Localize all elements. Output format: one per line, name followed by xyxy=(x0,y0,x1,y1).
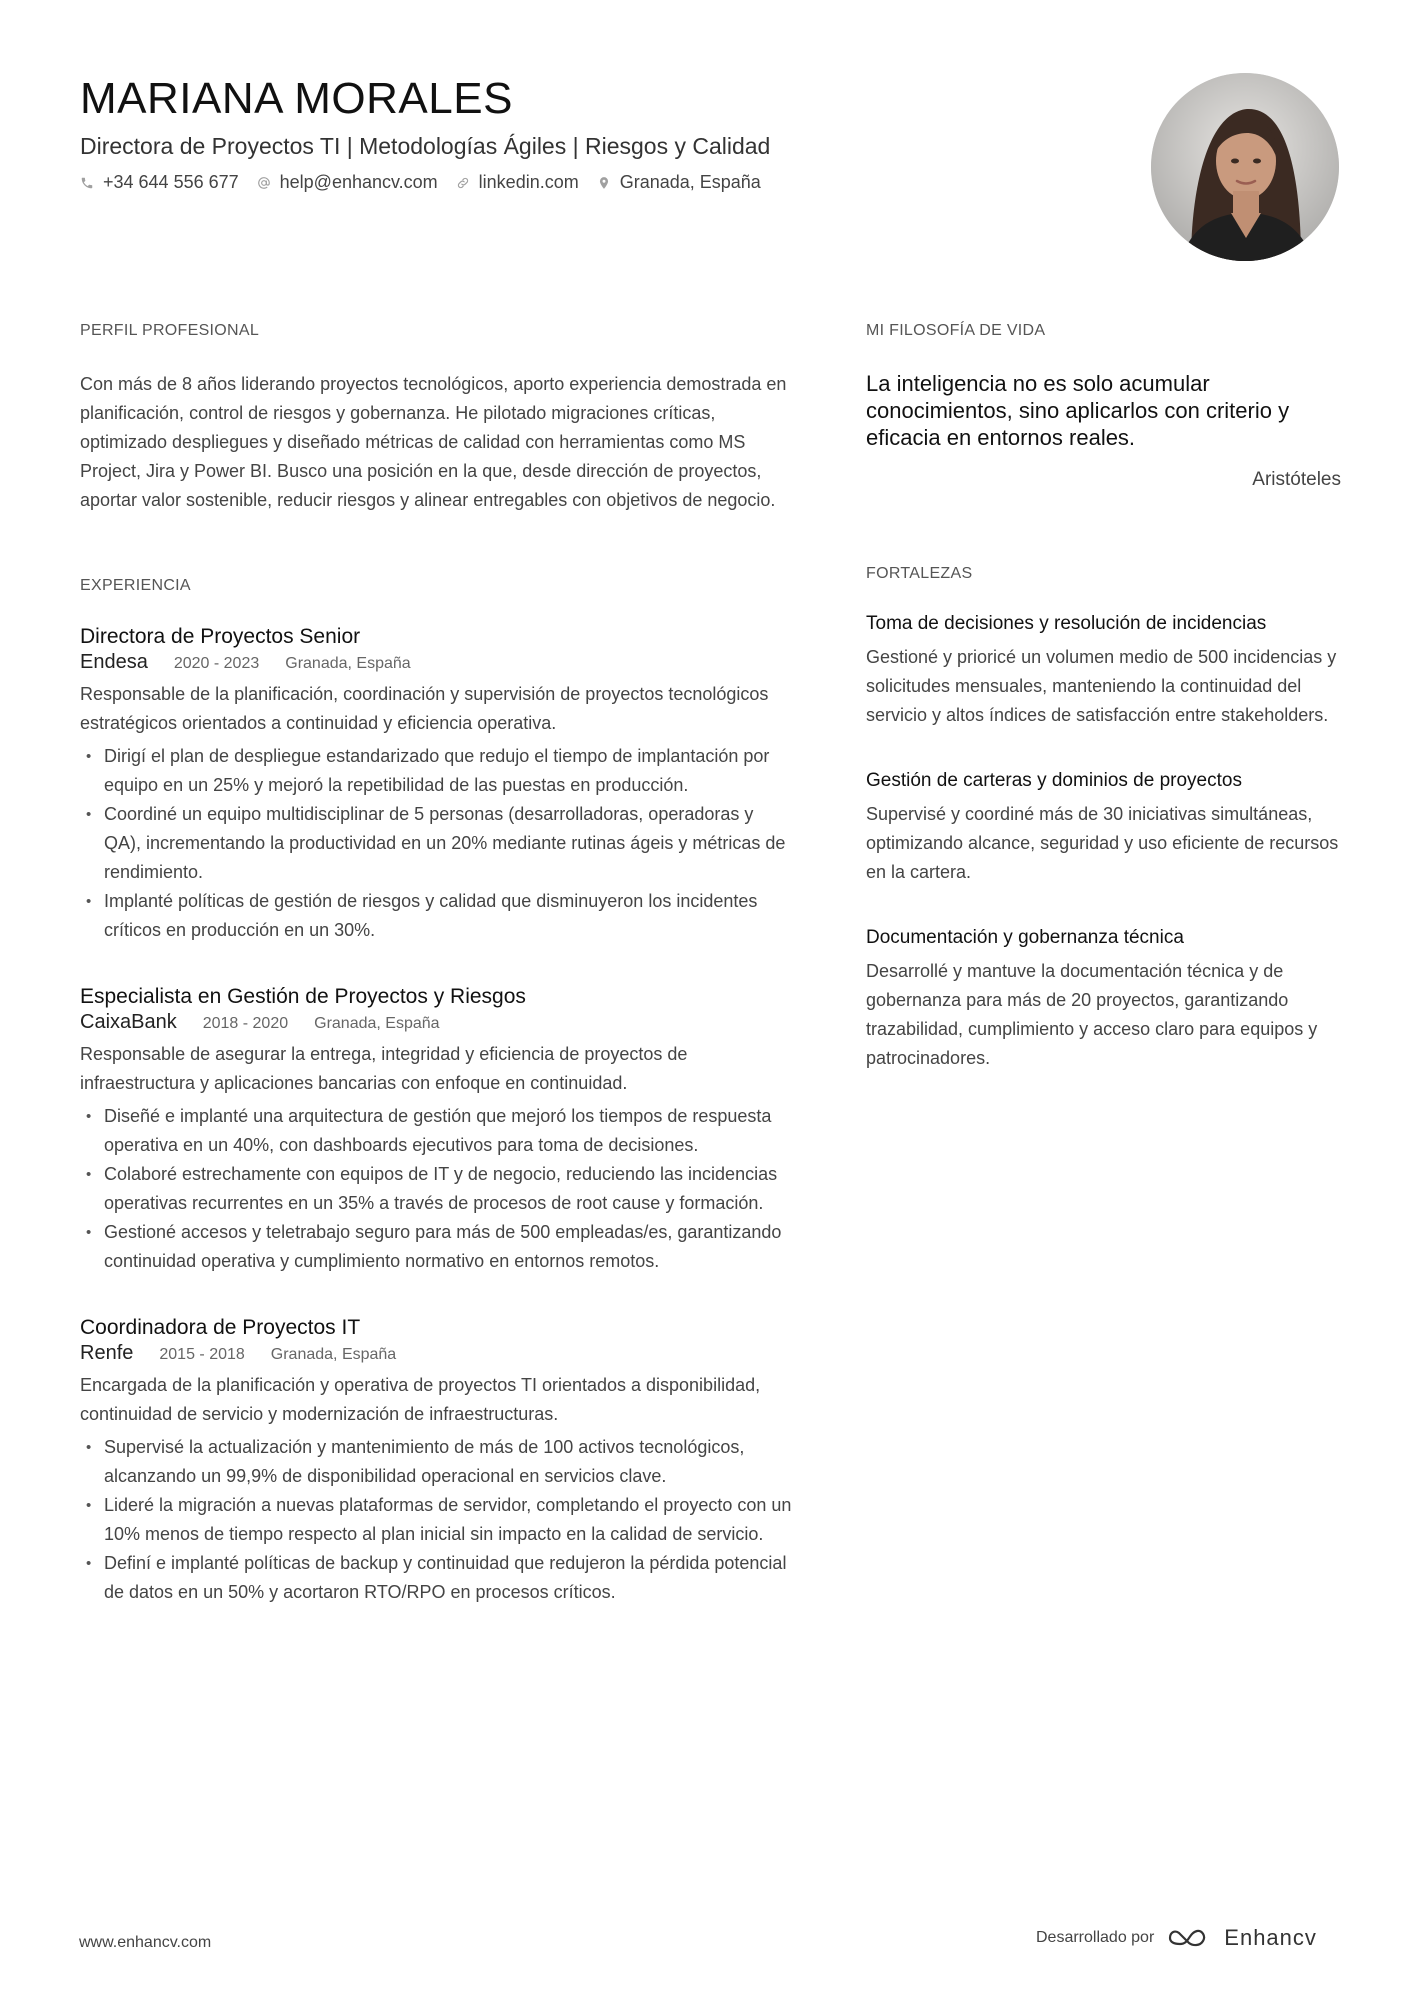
job-dates: 2020 - 2023 xyxy=(173,655,260,672)
strengths-section xyxy=(866,565,1341,1073)
job-entry xyxy=(80,985,792,1276)
job-bullet: • Definí e implanté políticas de backup y continuidad que redujeron la pérdida potencial de datos en un 50% y acortaron RTO/RPO en procesos críticos. xyxy=(80,1549,792,1607)
contact-email[interactable] xyxy=(257,172,438,193)
job-bullets xyxy=(80,1102,792,1276)
contact-location-text: Granada, España xyxy=(619,172,761,192)
strength-text: Supervisé y coordiné más de 30 iniciativas simultáneas, optimizando alcance, seguridad y uso eficiente de recursos en la cartera. xyxy=(866,804,1339,882)
strength-title: Documentación y gobernanza técnica xyxy=(866,927,1184,948)
contact-email-text: help@enhancv.com xyxy=(279,172,438,192)
job-bullet: • Gestioné accesos y teletrabajo seguro para más de 500 empleadas/es, garantizando continuidad operativa y cumplimiento normativo en entornos remotos. xyxy=(80,1218,792,1276)
job-entry xyxy=(80,1316,792,1607)
job-meta xyxy=(80,1342,792,1365)
job-bullet: • Supervisé la actualización y mantenimiento de más de 100 activos tecnológicos, alcanzando un 99,9% de disponibilidad operacional en servicios clave. xyxy=(80,1433,792,1491)
philosophy-section-title: MI FILOSOFÍA DE VIDA xyxy=(866,322,1046,339)
powered-by-text: Desarrollado por xyxy=(1036,1929,1155,1946)
left-column xyxy=(80,322,792,1647)
at-icon xyxy=(257,176,271,190)
strength-item xyxy=(866,927,1341,1073)
contact-location xyxy=(597,172,761,193)
job-location: Granada, España xyxy=(314,1015,440,1032)
job-title: Directora de Proyectos Senior xyxy=(80,625,361,648)
profile-photo xyxy=(1151,73,1339,261)
candidate-name: MARIANA MORALES xyxy=(80,74,513,123)
job-bullet: • Implanté políticas de gestión de riesgos y calidad que disminuyeron los incidentes críticos en producción en un 30%. xyxy=(80,887,792,945)
footer-website[interactable]: www.enhancv.com xyxy=(79,1934,212,1951)
strength-item xyxy=(866,770,1341,887)
contact-phone[interactable] xyxy=(80,172,239,193)
phone-icon xyxy=(80,176,94,190)
job-dates: 2018 - 2020 xyxy=(202,1015,289,1032)
job-title: Especialista en Gestión de Proyectos y Riesgos xyxy=(80,985,526,1008)
right-column xyxy=(866,322,1341,1113)
profile-section xyxy=(80,322,792,515)
job-description: Encargada de la planificación y operativa de proyectos TI orientados a disponibilidad, continuidad de servicio y modernización de infraestructuras. xyxy=(80,1375,761,1424)
strengths-section-title: FORTALEZAS xyxy=(866,565,973,582)
candidate-headline: Directora de Proyectos TI | Metodologías Ágiles | Riesgos y Calidad xyxy=(80,133,771,159)
job-entry xyxy=(80,625,792,945)
job-bullets xyxy=(80,742,792,945)
job-company: Endesa xyxy=(80,651,148,673)
job-meta xyxy=(80,1011,792,1034)
job-bullet: • Colaboré estrechamente con equipos de IT y de negocio, reduciendo las incidencias operativas recurrentes en un 35% a través de procesos de root cause y formación. xyxy=(80,1160,792,1218)
contact-linkedin[interactable] xyxy=(456,172,579,193)
portrait-illustration xyxy=(1151,73,1339,261)
contact-linkedin-text: linkedin.com xyxy=(478,172,579,192)
job-description: Responsable de la planificación, coordinación y supervisión de proyectos tecnológicos estratégicos orientados a continuidad y eficiencia operativa. xyxy=(80,684,769,733)
profile-summary: Con más de 8 años liderando proyectos tecnológicos, aporto experiencia demostrada en planificación, control de riesgos y gobernanza. He pilotado migraciones críticas, optimizado despliegues y diseñado métricas de calidad con herramientas como MS Project, Jira y Power BI. Busco una posición en la que, desde dirección de proyectos, aportar valor sostenible, reducir riesgos y alinear entregables con objetivos de negocio. xyxy=(80,374,787,510)
philosophy-section xyxy=(866,322,1341,491)
location-pin-icon xyxy=(597,176,611,190)
quote-author: Aristóteles xyxy=(1252,469,1341,490)
job-meta xyxy=(80,651,792,674)
contact-phone-text: +34 644 556 677 xyxy=(103,172,239,192)
footer-branding[interactable] xyxy=(1036,1925,1317,1951)
link-icon xyxy=(456,176,470,190)
strength-title: Gestión de carteras y dominios de proyectos xyxy=(866,770,1242,791)
profile-section-title: PERFIL PROFESIONAL xyxy=(80,322,260,339)
job-bullet: • Dirigí el plan de despliegue estandarizado que redujo el tiempo de implantación por equipo en un 25% y mejoró la repetibilidad de las puestas en producción. xyxy=(80,742,792,800)
job-dates: 2015 - 2018 xyxy=(159,1346,245,1363)
experience-section xyxy=(80,577,792,1607)
job-bullets xyxy=(80,1433,792,1607)
contact-bar xyxy=(80,172,761,193)
job-description: Responsable de asegurar la entrega, integridad y eficiencia de proyectos de infraestructura y aplicaciones bancarias con enfoque en continuidad. xyxy=(80,1044,688,1093)
strength-title: Toma de decisiones y resolución de incidencias xyxy=(866,613,1267,634)
job-bullet: • Coordiné un equipo multidisciplinar de 5 personas (desarrolladoras, operadoras y QA), incrementando la productividad en un 20% mediante rutinas ágeis y métricas de rendimiento. xyxy=(80,800,792,887)
job-company: CaixaBank xyxy=(80,1011,177,1033)
strength-text: Desarrollé y mantuve la documentación técnica y de gobernanza para más de 20 proyectos, garantizando trazabilidad, cumplimiento y acceso claro para equipos y patrocinadores. xyxy=(866,961,1318,1068)
job-location: Granada, España xyxy=(270,1346,397,1363)
strength-text: Gestioné y prioricé un volumen medio de 500 incidencias y solicitudes mensuales, manteniendo la continuidad del servicio y altos índices de satisfacción entre stakeholders. xyxy=(866,647,1337,725)
job-bullet: • Lideré la migración a nuevas plataformas de servidor, completando el proyecto con un 10% menos de tiempo respecto al plan inicial sin impacto en la calidad de servicio. xyxy=(80,1491,792,1549)
job-location: Granada, España xyxy=(285,655,411,672)
philosophy-quote: La inteligencia no es solo acumular conocimientos, sino aplicarlos con criterio y eficacia en entornos reales. xyxy=(866,371,1290,450)
enhancv-logo-icon xyxy=(1166,1926,1212,1950)
job-bullet: • Diseñé e implanté una arquitectura de gestión que mejoró los tiempos de respuesta operativa en un 40%, con dashboards ejecutivos para toma de decisiones. xyxy=(80,1102,792,1160)
job-company: Renfe xyxy=(80,1342,134,1364)
job-title: Coordinadora de Proyectos IT xyxy=(80,1316,361,1339)
brand-name: Enhancv xyxy=(1224,1925,1317,1950)
experience-section-title: EXPERIENCIA xyxy=(80,577,191,594)
strength-item xyxy=(866,613,1341,730)
